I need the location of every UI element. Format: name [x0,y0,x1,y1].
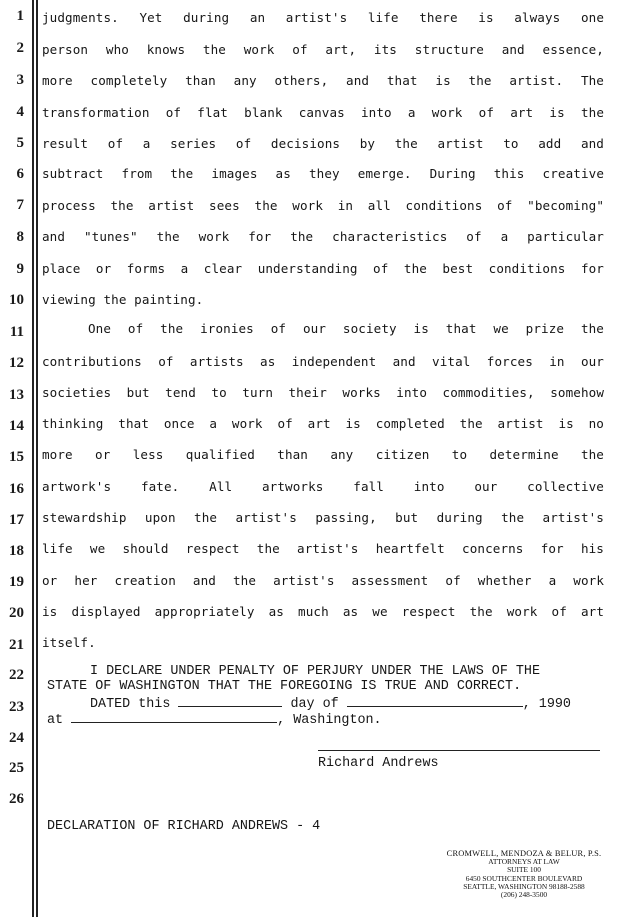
line-number: 2 [16,40,24,56]
city-blank[interactable] [71,711,277,723]
body-line: thinking that once a work of art is completed the artist is no [42,416,604,431]
declaration-line-2: STATE OF WASHINGTON THAT THE FOREGOING IS TRUE AND CORRECT. [47,679,522,694]
at-label: at [47,713,64,728]
signatory-name: Richard Andrews [318,756,439,771]
line-number: 23 [9,699,24,715]
location-line [47,711,382,728]
line-number: 22 [9,667,24,683]
body-line: itself. [42,635,96,650]
left-margin-rule [32,0,34,917]
body-line: transformation of flat blank canvas into a work of art is the [42,105,604,120]
firm-line: SUITE 100 [507,865,541,875]
body-line: more or less qualified than any citizen to determine the [42,447,604,462]
line-number: 6 [16,166,24,182]
line-number: 11 [9,324,24,340]
body-line: One of the ironies of our society is that we prize the [88,321,604,336]
place-label: , Washington. [277,713,382,728]
line-number: 25 [9,760,24,776]
signature-line [318,750,600,751]
declaration-line-1: I DECLARE UNDER PENALTY OF PERJURY UNDER THE LAWS OF THE [90,664,540,679]
body-line: subtract from the images as they emerge. During this creative [42,166,604,181]
line-number: 9 [16,261,24,277]
line-number: 14 [9,418,24,434]
firm-name: CROMWELL, MENDOZA & BELUR, P.S. [446,849,602,858]
line-number: 21 [9,637,24,653]
line-number: 17 [9,512,24,528]
month-blank[interactable] [347,695,523,707]
body-line: process the artist sees the work in all conditions of "becoming" [42,198,604,213]
firm-line: 6450 SOUTHCENTER BOULEVARD [465,873,583,883]
law-firm-block [424,850,624,899]
firm-line: ATTORNEYS AT LAW [488,857,560,867]
body-line: contributions of artists as independent and vital forces in our [42,354,604,369]
line-number: 5 [16,135,24,151]
day-blank[interactable] [178,695,282,707]
body-line: stewardship upon the artist's passing, but during the artist's [42,510,604,525]
day-of-label: day of [290,697,339,712]
line-number: 3 [16,72,24,88]
line-number: 26 [9,791,24,807]
body-line: more completely than any others, and that is the artist. The [42,73,604,88]
line-number: 20 [9,605,24,621]
dated-line [90,695,571,712]
line-number: 16 [9,481,24,497]
body-line: artwork's fate. All artworks fall into our collective [42,479,604,494]
body-line: or her creation and the artist's assessment of whether a work [42,573,604,588]
line-number: 7 [16,197,24,213]
body-line: societies but tend to turn their works into commodities, somehow [42,385,604,400]
line-number: 1 [16,8,24,24]
line-number: 4 [16,104,24,120]
line-number: 18 [9,543,24,559]
body-line: result of a series of decisions by the artist to add and [42,136,604,151]
body-line: judgments. Yet during an artist's life there is always one [42,10,604,25]
line-number: 10 [9,292,24,308]
line-number: 24 [9,730,24,746]
body-line: is displayed appropriately as much as we respect the work of art [42,604,604,619]
line-number: 13 [9,387,24,403]
body-line: person who knows the work of art, its structure and essence, [42,42,604,57]
left-margin-rule-inner [36,0,38,917]
body-line: and "tunes" the work for the characteristics of a particular [42,229,604,244]
firm-phone: (206) 248-3500 [500,890,548,900]
body-line: viewing the painting. [42,292,204,307]
document-footer-title: DECLARATION OF RICHARD ANDREWS - 4 [47,819,321,834]
line-number: 8 [16,229,24,245]
dated-prefix: DATED this [90,697,171,712]
firm-line: SEATTLE, WASHINGTON 98188-2588 [463,881,585,891]
line-number: 12 [9,355,24,371]
line-number: 19 [9,574,24,590]
body-line: life we should respect the artist's heartfelt concerns for his [42,541,604,556]
line-number: 15 [9,449,24,465]
body-line: place or forms a clear understanding of the best conditions for [42,261,604,276]
year-label: , 1990 [522,697,571,712]
